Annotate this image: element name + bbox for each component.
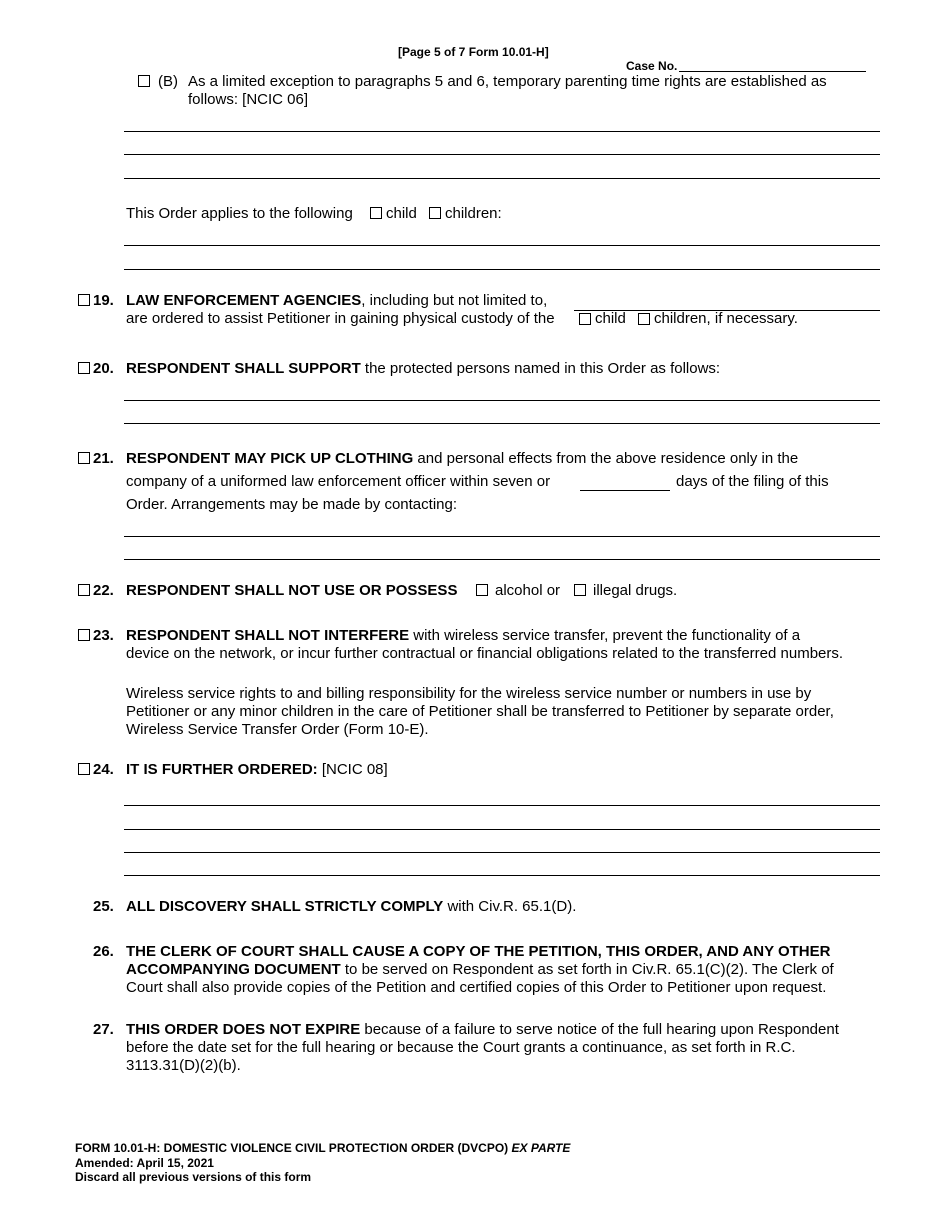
item-b-text-line2: follows: [NCIC 06]	[188, 91, 309, 108]
item25-number: 25.	[93, 898, 114, 915]
item26-number: 26.	[93, 943, 114, 960]
item21-days-field[interactable]	[580, 490, 670, 491]
page-info: [Page 5 of 7 Form 10.01-H]	[398, 45, 549, 59]
item19-number: 19.	[93, 292, 114, 309]
item26-heading-line1: THE CLERK OF COURT SHALL CAUSE A COPY OF THE PETITION, THIS ORDER, AND ANY OTHER	[126, 943, 831, 960]
item23-para-line2: Petitioner or any minor children in the care of Petitioner shall be transferred to Petitioner by separate order,	[126, 703, 834, 720]
applies-child-checkbox[interactable]	[370, 207, 382, 219]
item23-rest: with wireless service transfer, prevent the functionality of a	[409, 627, 801, 644]
item19-text: , including but not limited to,	[361, 292, 548, 309]
item25-heading: ALL DISCOVERY SHALL STRICTLY COMPLY	[126, 898, 444, 915]
item25-rest: with Civ.R. 65.1(D).	[443, 898, 577, 915]
item19-child-label: child	[595, 310, 626, 327]
applies-blank-line[interactable]	[124, 269, 880, 270]
item21-number: 21.	[93, 450, 114, 467]
item26-text-line3: Court shall also provide copies of the Petition and certified copies of this Order to Petitioner upon request.	[126, 979, 827, 996]
item19-heading: LAW ENFORCEMENT AGENCIES	[126, 292, 362, 309]
item23-checkbox[interactable]	[78, 629, 90, 641]
item23-para-line1: Wireless service rights to and billing responsibility for the wireless service number or numbers in use by	[126, 685, 812, 702]
item19-text-line1	[126, 292, 547, 310]
item22-alcohol-checkbox[interactable]	[476, 584, 488, 596]
item24-rest: [NCIC 08]	[317, 761, 388, 778]
item21-blank-line[interactable]	[124, 559, 880, 560]
item21-checkbox[interactable]	[78, 452, 90, 464]
item19-checkbox[interactable]	[78, 294, 90, 306]
applies-children-checkbox[interactable]	[429, 207, 441, 219]
item23-para-line3: Wireless Service Transfer Order (Form 10-E).	[126, 721, 429, 738]
item-b-text-line1: As a limited exception to paragraphs 5 and 6, temporary parenting time rights are established as	[188, 73, 827, 90]
item-b-checkbox[interactable]	[138, 75, 150, 87]
item24-blank-line[interactable]	[124, 805, 880, 806]
item26-heading-line2: ACCOMPANYING DOCUMENT	[126, 961, 341, 978]
item24-text	[126, 761, 388, 779]
item23-number: 23.	[93, 627, 114, 644]
item24-blank-line[interactable]	[124, 852, 880, 853]
item24-number: 24.	[93, 761, 114, 778]
item21-text-line1	[126, 450, 798, 468]
item21-text-line3: Order. Arrangements may be made by contacting:	[126, 496, 458, 513]
item24-blank-line[interactable]	[124, 875, 880, 876]
item24-heading: IT IS FURTHER ORDERED:	[126, 761, 318, 778]
item22-heading: RESPONDENT SHALL NOT USE OR POSSESS	[126, 582, 458, 599]
item27-text-line3: 3113.31(D)(2)(b).	[126, 1057, 241, 1074]
item26-text-line2	[126, 961, 834, 979]
item19-children-checkbox[interactable]	[638, 313, 650, 325]
item21-blank-line[interactable]	[124, 536, 880, 537]
item24-checkbox[interactable]	[78, 763, 90, 775]
item27-text-line2: before the date set for the full hearing or because the Court grants a continuance, as set forth in R.C.	[126, 1039, 796, 1056]
item22-checkbox[interactable]	[78, 584, 90, 596]
item-b-blank-line[interactable]	[124, 154, 880, 155]
item-b-blank-line[interactable]	[124, 131, 880, 132]
item20-rest: the protected persons named in this Order as follows:	[360, 360, 721, 377]
item22-drugs-label: illegal drugs.	[593, 582, 678, 599]
footer-discard: Discard all previous versions of this form	[75, 1170, 312, 1184]
item21-text-line2b: days of the filing of this	[676, 473, 829, 490]
footer-form-name: FORM 10.01-H: DOMESTIC VIOLENCE CIVIL PROTECTION ORDER (DVCPO)	[75, 1141, 509, 1155]
item20-checkbox[interactable]	[78, 362, 90, 374]
item23-heading: RESPONDENT SHALL NOT INTERFERE	[126, 627, 410, 644]
item-b-label: (B)	[158, 73, 178, 90]
applies-text: This Order applies to the following	[126, 205, 353, 222]
case-no-label: Case No.	[626, 59, 678, 73]
item27-heading: THIS ORDER DOES NOT EXPIRE	[126, 1021, 361, 1038]
item22-alcohol-label: alcohol or	[495, 582, 561, 599]
item20-number: 20.	[93, 360, 114, 377]
footer-amended: Amended: April 15, 2021	[75, 1156, 214, 1170]
item19-text-line2: are ordered to assist Petitioner in gaining physical custody of the	[126, 310, 555, 327]
item27-number: 27.	[93, 1021, 114, 1038]
item20-heading: RESPONDENT SHALL SUPPORT	[126, 360, 361, 377]
item26-rest: to be served on Respondent as set forth in Civ.R. 65.1(C)(2). The Clerk of	[340, 961, 834, 978]
item19-children-label: children, if necessary.	[654, 310, 798, 327]
case-no-field[interactable]	[679, 71, 866, 72]
item25-text	[126, 898, 576, 916]
item24-blank-line[interactable]	[124, 829, 880, 830]
applies-children-label: children:	[445, 205, 502, 222]
item27-rest: because of a failure to serve notice of the full hearing upon Respondent	[360, 1021, 839, 1038]
item22-number: 22.	[93, 582, 114, 599]
item21-text-line2a: company of a uniformed law enforcement officer within seven or	[126, 473, 551, 490]
item23-text-line2: device on the network, or incur further contractual or financial obligations related to the transferred numbers.	[126, 645, 844, 662]
item21-heading: RESPONDENT MAY PICK UP CLOTHING	[126, 450, 414, 467]
applies-child-label: child	[386, 205, 417, 222]
item23-text-line1	[126, 627, 800, 645]
footer-form-title	[75, 1141, 570, 1156]
item27-text-line1	[126, 1021, 839, 1039]
item22-drugs-checkbox[interactable]	[574, 584, 586, 596]
item19-child-checkbox[interactable]	[579, 313, 591, 325]
item21-rest: and personal effects from the above residence only in the	[413, 450, 799, 467]
footer-ex-parte: EX PARTE	[508, 1141, 571, 1155]
item20-text	[126, 360, 720, 378]
item20-blank-line[interactable]	[124, 423, 880, 424]
applies-blank-line[interactable]	[124, 245, 880, 246]
item-b-blank-line[interactable]	[124, 178, 880, 179]
item20-blank-line[interactable]	[124, 400, 880, 401]
